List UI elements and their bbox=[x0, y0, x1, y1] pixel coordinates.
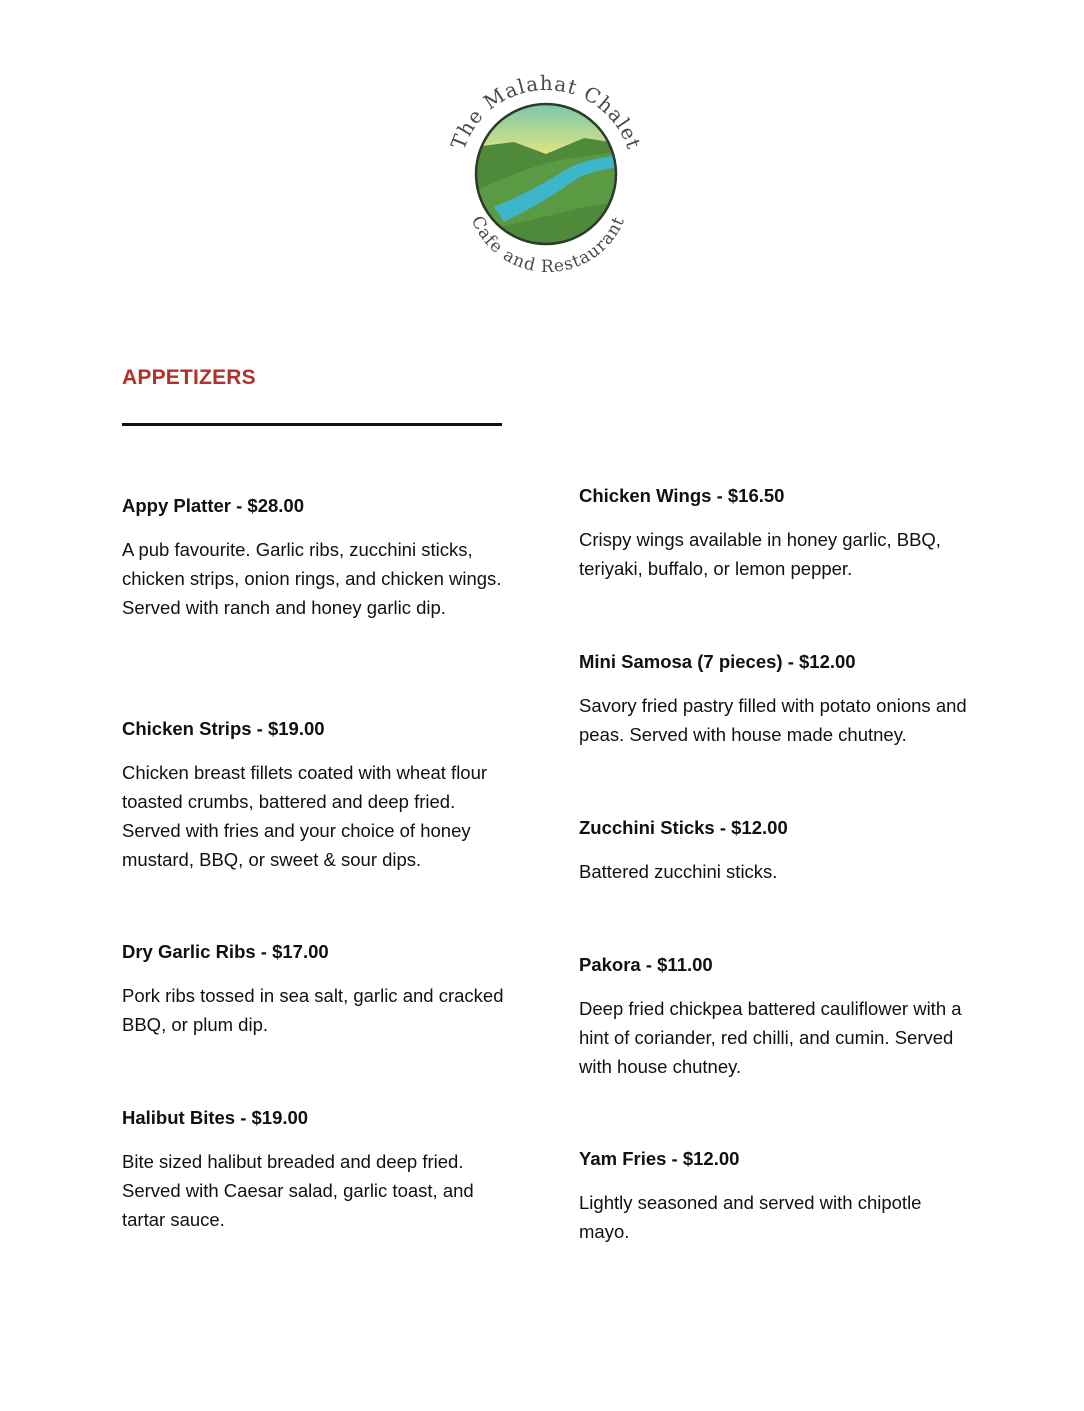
menu-item-description: Savory fried pastry filled with potato onions and peas. Served with house made chutney. bbox=[579, 695, 967, 745]
menu-item-description: Crispy wings available in honey garlic, BBQ, teriyaki, buffalo, or lemon pepper. bbox=[579, 529, 941, 579]
menu-item-description: Battered zucchini sticks. bbox=[579, 861, 778, 882]
menu-item bbox=[579, 953, 974, 1081]
menu-item-title: Chicken Wings - $16.50 bbox=[579, 485, 785, 506]
menu-item-description: Bite sized halibut breaded and deep fried. Served with Caesar salad, garlic toast, and tartar sauce. bbox=[122, 1151, 474, 1230]
menu-item bbox=[122, 717, 517, 874]
malahat-chalet-logo bbox=[444, 72, 648, 276]
menu-item-title: Appy Platter - $28.00 bbox=[122, 495, 304, 516]
menu-item bbox=[122, 494, 517, 622]
menu-item-title: Pakora - $11.00 bbox=[579, 954, 713, 975]
logo-top-text: The Malahat Chalet bbox=[445, 72, 647, 153]
menu-item bbox=[122, 940, 517, 1039]
menu-item-title: Yam Fries - $12.00 bbox=[579, 1148, 740, 1169]
menu-item bbox=[579, 650, 974, 749]
menu-item-description: Pork ribs tossed in sea salt, garlic and cracked BBQ, or plum dip. bbox=[122, 985, 504, 1035]
menu-item bbox=[579, 816, 974, 886]
menu-item-description: A pub favourite. Garlic ribs, zucchini sticks, chicken strips, onion rings, and chicken wings. Served with ranch and honey garlic dip. bbox=[122, 539, 502, 618]
menu-item-title: Mini Samosa (7 pieces) - $12.00 bbox=[579, 651, 856, 672]
menu-item-title: Zucchini Sticks - $12.00 bbox=[579, 817, 788, 838]
menu-item-title: Dry Garlic Ribs - $17.00 bbox=[122, 941, 329, 962]
section-divider bbox=[122, 423, 502, 426]
logo-bottom-text: Cafe and Restaurant bbox=[466, 213, 630, 276]
section-title: APPETIZERS bbox=[122, 366, 256, 389]
menu-item bbox=[122, 1106, 517, 1234]
menu-item-description: Lightly seasoned and served with chipotle mayo. bbox=[579, 1192, 922, 1242]
menu-item-description: Deep fried chickpea battered cauliflower with a hint of coriander, red chilli, and cumin. Served with house chutney. bbox=[579, 998, 962, 1077]
menu-item-title: Halibut Bites - $19.00 bbox=[122, 1107, 309, 1128]
menu-item bbox=[579, 1147, 974, 1246]
menu-item-title: Chicken Strips - $19.00 bbox=[122, 718, 325, 739]
menu-item-description: Chicken breast fillets coated with wheat flour toasted crumbs, battered and deep fried. Served with fries and your choice of honey mustard, BBQ, or sweet & sour dips. bbox=[122, 762, 488, 870]
menu-item bbox=[579, 484, 974, 583]
